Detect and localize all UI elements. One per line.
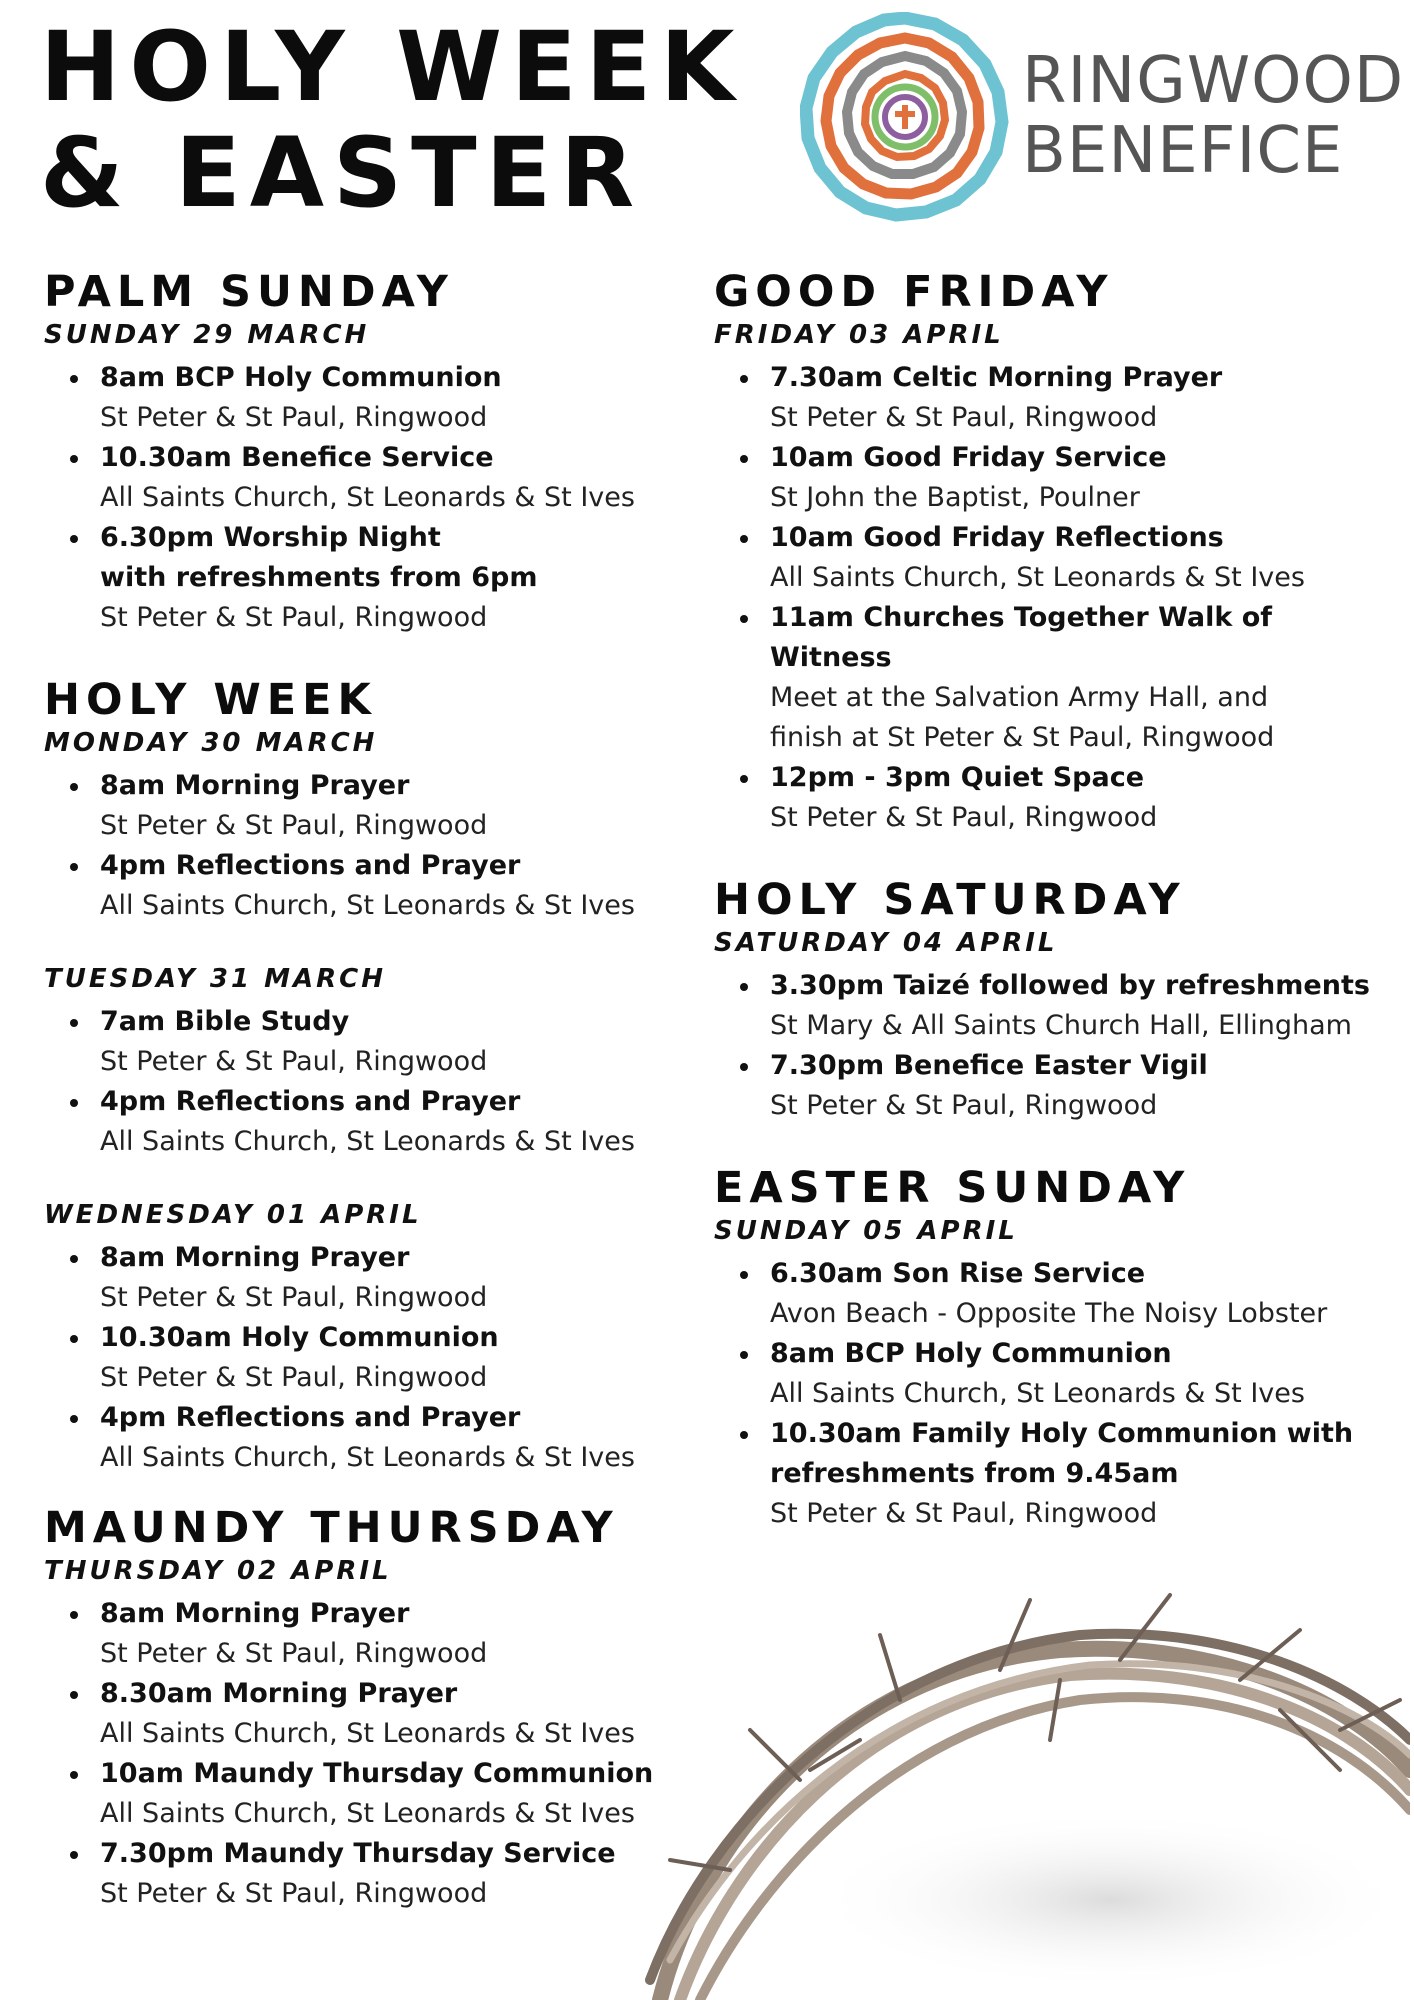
- easter-sunday-section: [714, 1164, 1404, 1534]
- event-location: All Saints Church, St Leonards & St Ives: [100, 1798, 635, 1829]
- event-item: [64, 358, 684, 438]
- day-heading: SUNDAY 29 MARCH: [44, 320, 370, 350]
- event-title: 12pm - 3pm Quiet Space: [770, 762, 1145, 793]
- wednesday-block: [44, 1198, 684, 1478]
- event-location: St Peter & St Paul, Ringwood: [100, 1046, 488, 1077]
- event-list: [734, 1254, 1404, 1534]
- event-item: [734, 758, 1404, 838]
- left-column: [44, 268, 684, 1952]
- event-title: 10.30am Holy Communion: [100, 1322, 499, 1353]
- event-item: [64, 1238, 684, 1318]
- good-friday-section: [714, 268, 1404, 838]
- event-location: St Peter & St Paul, Ringwood: [770, 402, 1158, 433]
- event-location: St Peter & St Paul, Ringwood: [770, 802, 1158, 833]
- event-item: [734, 1046, 1404, 1126]
- event-location: St Peter & St Paul, Ringwood: [100, 602, 488, 633]
- ringwood-benefice-logo: [800, 12, 1405, 222]
- event-item: [64, 846, 684, 926]
- day-heading: TUESDAY 31 MARCH: [44, 964, 387, 994]
- event-location: St Peter & St Paul, Ringwood: [100, 1638, 488, 1669]
- crown-of-thorns-image: [640, 1540, 1410, 2000]
- holy-saturday-section: [714, 876, 1404, 1126]
- logo-text-line1: RINGWOOD: [1022, 44, 1405, 118]
- event-location: St Peter & St Paul, Ringwood: [770, 1498, 1158, 1529]
- event-item: [64, 438, 684, 518]
- event-location: Meet at the Salvation Army Hall, and finish at St Peter & St Paul, Ringwood: [770, 682, 1275, 753]
- event-item: [64, 1834, 684, 1914]
- event-title: 7.30pm Benefice Easter Vigil: [770, 1050, 1208, 1081]
- event-item: [734, 1334, 1404, 1414]
- event-location: St Mary & All Saints Church Hall, Ellingham: [770, 1010, 1352, 1041]
- event-title: 8am Morning Prayer: [100, 770, 410, 801]
- event-location: St Peter & St Paul, Ringwood: [100, 1362, 488, 1393]
- event-location: All Saints Church, St Leonards & St Ives: [100, 890, 635, 921]
- event-title: 4pm Reflections and Prayer: [100, 1402, 521, 1433]
- event-item: [734, 1254, 1404, 1334]
- event-title: 6.30pm Worship Night with refreshments from 6pm: [100, 522, 538, 593]
- event-title: 7.30pm Maundy Thursday Service: [100, 1838, 616, 1869]
- event-title: 7am Bible Study: [100, 1006, 350, 1037]
- event-list: [64, 1238, 684, 1478]
- section-title: HOLY SATURDAY: [714, 875, 1186, 925]
- section-title: EASTER SUNDAY: [714, 1163, 1191, 1213]
- section-title: GOOD FRIDAY: [714, 267, 1114, 317]
- event-location: All Saints Church, St Leonards & St Ives: [100, 482, 635, 513]
- event-location: All Saints Church, St Leonards & St Ives: [770, 562, 1305, 593]
- event-location: All Saints Church, St Leonards & St Ives: [770, 1378, 1305, 1409]
- event-title: 8am BCP Holy Communion: [770, 1338, 1172, 1369]
- section-title: HOLY WEEK: [44, 675, 377, 725]
- day-heading: SUNDAY 05 APRIL: [714, 1216, 1018, 1246]
- right-column: [714, 268, 1404, 1572]
- event-item: [734, 518, 1404, 598]
- event-item: [64, 766, 684, 846]
- event-list: [64, 358, 684, 638]
- event-location: St Peter & St Paul, Ringwood: [100, 1878, 488, 1909]
- event-title: 4pm Reflections and Prayer: [100, 1086, 521, 1117]
- day-heading: THURSDAY 02 APRIL: [44, 1556, 392, 1586]
- holy-week-section: [44, 676, 684, 1478]
- event-title: 10.30am Family Holy Communion with refreshments from 9.45am: [770, 1418, 1354, 1489]
- monday-block: [44, 726, 684, 926]
- event-title: 4pm Reflections and Prayer: [100, 850, 521, 881]
- event-item: [64, 1318, 684, 1398]
- event-list: [734, 358, 1404, 838]
- logo-text: [1022, 46, 1404, 186]
- day-heading: SATURDAY 04 APRIL: [714, 928, 1058, 958]
- concentric-rings-cross-icon: [800, 12, 1010, 222]
- page-title-line1: HOLY WEEK: [40, 11, 744, 123]
- day-heading: MONDAY 30 MARCH: [44, 728, 378, 758]
- event-title: 10am Good Friday Service: [770, 442, 1167, 473]
- event-item: [734, 358, 1404, 438]
- event-item: [64, 1674, 684, 1754]
- event-list: [64, 1002, 684, 1162]
- page-title-line2: & EASTER: [40, 117, 644, 229]
- event-title: 6.30am Son Rise Service: [770, 1258, 1146, 1289]
- section-title: MAUNDY THURSDAY: [44, 1503, 619, 1553]
- page-title: [40, 11, 744, 229]
- event-item: [734, 438, 1404, 518]
- event-item: [64, 1754, 684, 1834]
- event-title: 3.30pm Taizé followed by refreshments: [770, 970, 1370, 1001]
- event-title: 8am BCP Holy Communion: [100, 362, 502, 393]
- event-title: 11am Churches Together Walk of Witness: [770, 602, 1273, 673]
- event-item: [64, 1594, 684, 1674]
- day-heading: FRIDAY 03 APRIL: [714, 320, 1004, 350]
- logo-text-line2: BENEFICE: [1022, 114, 1344, 188]
- event-location: All Saints Church, St Leonards & St Ives: [100, 1718, 635, 1749]
- maundy-thursday-section: [44, 1504, 684, 1914]
- event-item: [734, 598, 1404, 758]
- event-location: St Peter & St Paul, Ringwood: [100, 402, 488, 433]
- event-title: 7.30am Celtic Morning Prayer: [770, 362, 1223, 393]
- event-item: [734, 1414, 1404, 1534]
- event-title: 8am Morning Prayer: [100, 1242, 410, 1273]
- event-item: [734, 966, 1404, 1046]
- event-list: [64, 1594, 684, 1914]
- event-location: Avon Beach - Opposite The Noisy Lobster: [770, 1298, 1328, 1329]
- event-location: St Peter & St Paul, Ringwood: [770, 1090, 1158, 1121]
- event-item: [64, 1002, 684, 1082]
- event-list: [734, 966, 1404, 1126]
- palm-sunday-section: [44, 268, 684, 638]
- event-title: 8am Morning Prayer: [100, 1598, 410, 1629]
- event-location: All Saints Church, St Leonards & St Ives: [100, 1126, 635, 1157]
- section-title: PALM SUNDAY: [44, 267, 454, 317]
- event-list: [64, 766, 684, 926]
- event-location: St Peter & St Paul, Ringwood: [100, 810, 488, 841]
- event-title: 10.30am Benefice Service: [100, 442, 494, 473]
- event-item: [64, 518, 684, 638]
- event-location: All Saints Church, St Leonards & St Ives: [100, 1442, 635, 1473]
- day-heading: WEDNESDAY 01 APRIL: [44, 1200, 422, 1230]
- event-location: St John the Baptist, Poulner: [770, 482, 1140, 513]
- event-item: [64, 1082, 684, 1162]
- event-item: [64, 1398, 684, 1478]
- event-title: 10am Maundy Thursday Communion: [100, 1758, 654, 1789]
- tuesday-block: [44, 962, 684, 1162]
- event-title: 10am Good Friday Reflections: [770, 522, 1224, 553]
- event-location: St Peter & St Paul, Ringwood: [100, 1282, 488, 1313]
- event-title: 8.30am Morning Prayer: [100, 1678, 458, 1709]
